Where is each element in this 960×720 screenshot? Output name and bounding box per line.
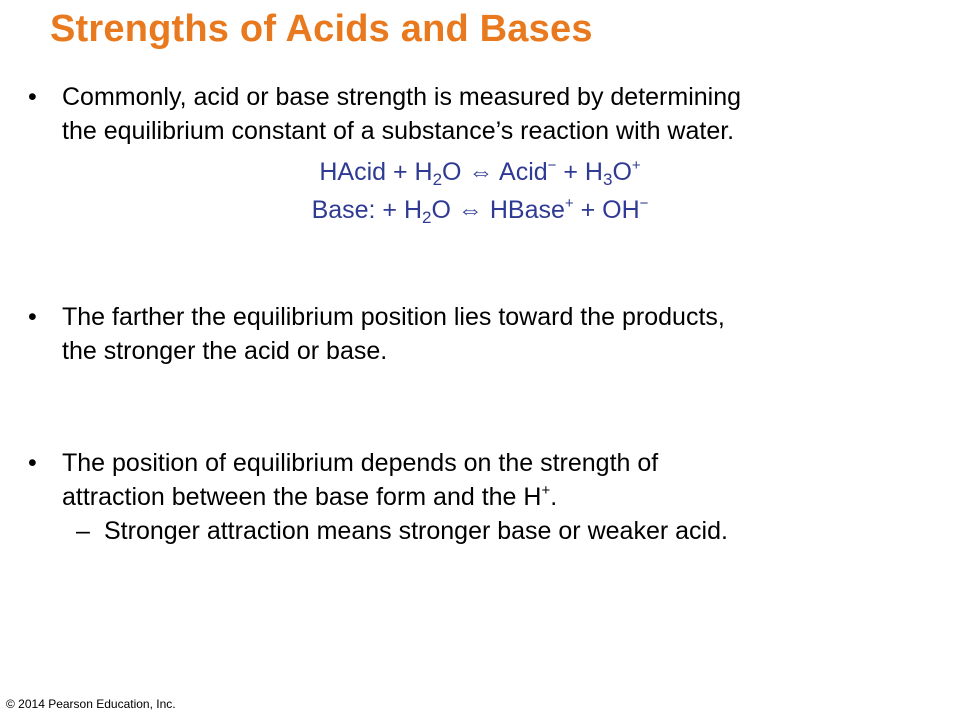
bullet-line: Commonly, acid or base strength is measured by determining xyxy=(62,83,742,111)
bullet-marker: • xyxy=(28,449,37,477)
copyright-footer: © 2014 Pearson Education, Inc. xyxy=(6,697,176,711)
bullet-line: the stronger the acid or base. xyxy=(62,337,388,365)
sub-bullet-item xyxy=(76,514,936,548)
equation-base: Base: + $H_2O$ ⇔ HBase+ + OH− xyxy=(311,195,649,227)
bullet-line: The farther the equilibrium position lies toward the products, xyxy=(62,303,725,331)
bullet-marker: • xyxy=(28,303,37,331)
bullet-line: the equilibrium constant of a substance’s reaction with water. xyxy=(62,117,735,145)
bullet-text xyxy=(62,446,943,514)
bullet-item-3 xyxy=(28,446,943,514)
bullet-line: attraction between the base form and the H+. xyxy=(62,482,558,511)
slide-title: Strengths of Acids and Bases xyxy=(50,8,593,50)
equilibrium-arrow-icon: ⇔ xyxy=(468,158,494,186)
bullet-text xyxy=(62,80,943,148)
bullet-text xyxy=(62,300,943,368)
equilibrium-arrow-icon: ⇔ xyxy=(457,196,483,224)
bullet-item-1 xyxy=(28,80,943,148)
sub-bullet-marker: – xyxy=(76,517,90,545)
equation-acid: HAcid + $H_2O$ ⇔ Acid− + $H_3O^+$ xyxy=(319,157,641,189)
sub-bullet-text: Stronger attraction means stronger base or weaker acid. xyxy=(104,517,728,545)
bullet-item-2 xyxy=(28,300,943,368)
bullet-marker: • xyxy=(28,83,37,111)
bullet-line: The position of equilibrium depends on the strength of xyxy=(62,449,659,477)
